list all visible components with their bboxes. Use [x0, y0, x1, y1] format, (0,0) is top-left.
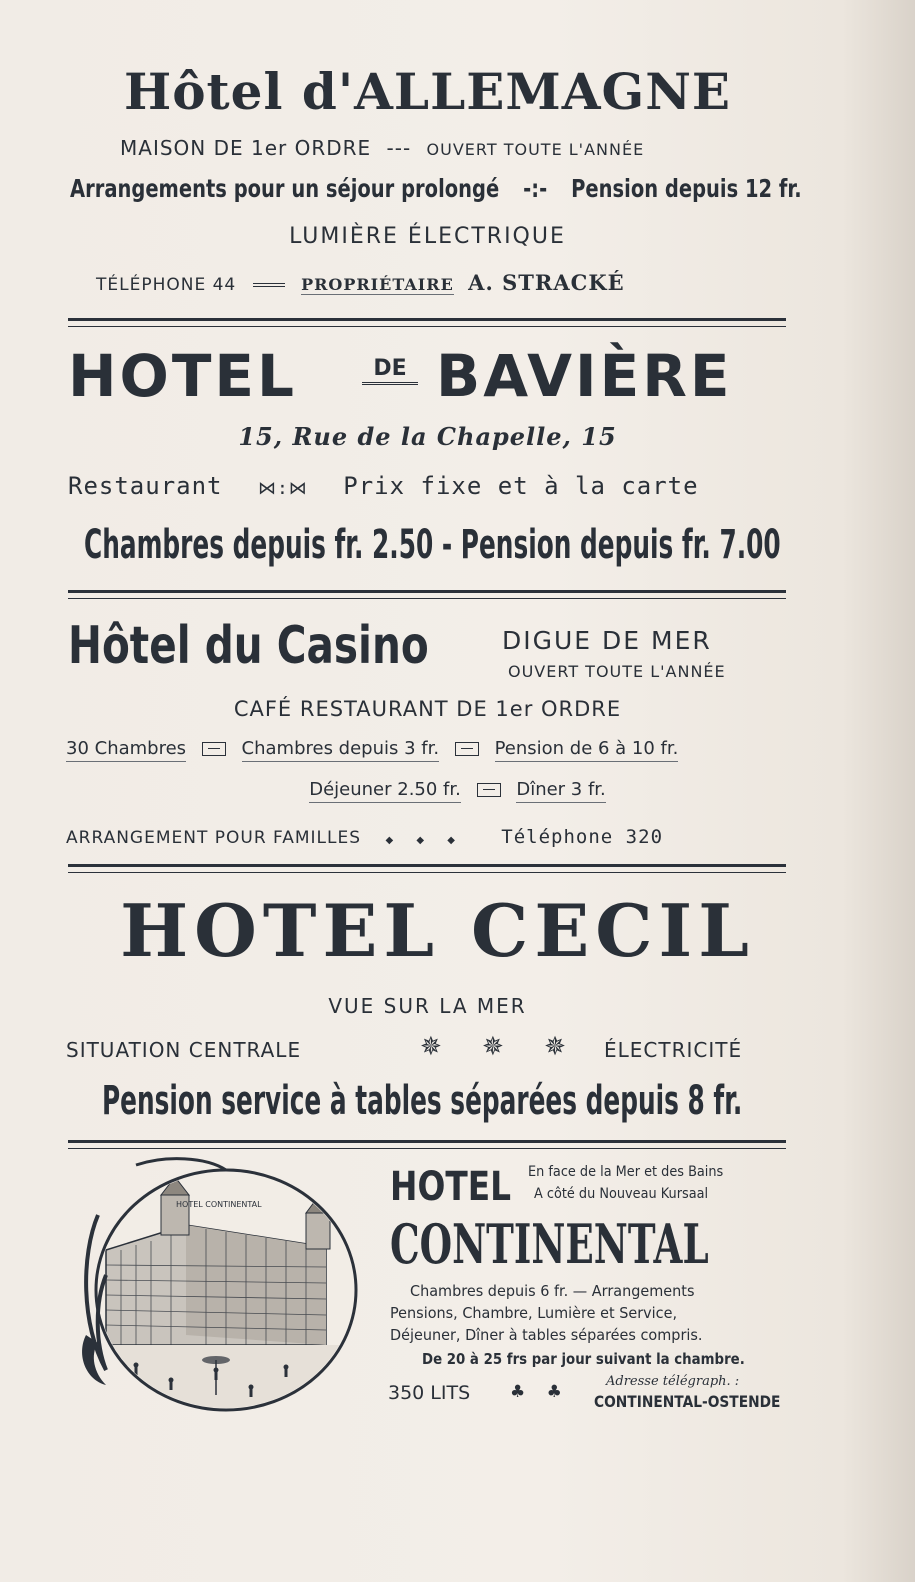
continental-title2: CONTINENTAL: [390, 1212, 709, 1276]
divider-3: [68, 864, 786, 867]
continental-desc1: Chambres depuis 6 fr. — Arrangements: [410, 1282, 695, 1300]
casino-sep-2: [455, 742, 479, 756]
continental-desc4: De 20 à 25 frs par jour suivant la chambre.: [422, 1350, 745, 1368]
continental-sub1: En face de la Mer et des Bains: [528, 1164, 724, 1180]
casino-right1: DIGUE DE MER: [502, 626, 712, 655]
baviere-title-de: DE: [362, 356, 418, 385]
allemagne-line2-sep: -:-: [523, 174, 548, 203]
continental-beds-sep: ♣ ♣: [510, 1382, 570, 1402]
divider-1b: [68, 326, 786, 327]
cecil-left: SITUATION CENTRALE: [66, 1038, 302, 1062]
allemagne-title: Hôtel d'ALLEMAGNE: [123, 62, 732, 121]
casino-line1: CAFÉ RESTAURANT DE 1er ORDRE: [233, 697, 622, 721]
allemagne-owner-label: PROPRIÉTAIRE: [301, 275, 454, 294]
baviere-line-left: Restaurant: [68, 472, 223, 500]
continental-desc3: Déjeuner, Dîner à tables séparées compris.: [390, 1326, 703, 1344]
continental-telegraph-label: Adresse télégraph. :: [606, 1374, 740, 1389]
casino-sep-1: [202, 742, 226, 756]
casino-title: Hôtel du Casino: [68, 616, 429, 676]
allemagne-line2-right: Pension depuis 12 fr.: [571, 174, 802, 203]
casino-phone: Téléphone 320: [501, 826, 664, 848]
allemagne-line3: LUMIÈRE ÉLECTRIQUE: [289, 224, 566, 249]
cecil-title: HOTEL CECIL: [120, 888, 755, 973]
continental-desc2: Pensions, Chambre, Lumière et Service,: [390, 1304, 678, 1322]
allemagne-phone-sep: [253, 283, 285, 287]
casino-pension: Pension de 6 à 10 fr.: [495, 738, 679, 762]
allemagne-owner: A. STRACKÉ: [468, 270, 625, 295]
baviere-title-left: HOTEL: [68, 342, 297, 410]
casino-families-sep: ◆ ◆ ◆: [385, 835, 465, 846]
divider-3b: [68, 872, 786, 873]
casino-lunch: Déjeuner 2.50 fr.: [309, 779, 461, 803]
cecil-line1: VUE SUR LA MER: [328, 994, 527, 1018]
allemagne-line1-right: OUVERT TOUTE L'ANNÉE: [426, 140, 645, 159]
cecil-pension: Pension service à tables séparées depuis 8 fr.: [102, 1078, 743, 1124]
continental-sub2: A côté du Nouveau Kursaal: [534, 1186, 709, 1202]
divider-2b: [68, 598, 786, 599]
baviere-address: 15, Rue de la Chapelle, 15: [238, 422, 617, 451]
baviere-prices: Chambres depuis fr. 2.50 - Pension depuis fr. 7.00: [84, 522, 781, 568]
cecil-right: ÉLECTRICITÉ: [604, 1038, 743, 1062]
casino-sep-3: [477, 783, 501, 797]
divider-4: [68, 1140, 786, 1143]
allemagne-line1-sep: ---: [386, 136, 412, 160]
divider-1: [68, 318, 786, 321]
divider-4b: [68, 1148, 786, 1149]
continental-illustration: [76, 1155, 366, 1415]
casino-rooms-price: Chambres depuis 3 fr.: [242, 738, 440, 762]
baviere-line-right: Prix fixe et à la carte: [343, 472, 699, 500]
casino-dinner: Dîner 3 fr.: [516, 779, 605, 803]
cecil-stars: ✵ ✵ ✵: [420, 1032, 582, 1062]
continental-telegraph: CONTINENTAL-OSTENDE: [594, 1392, 781, 1411]
baviere-line-sep: ⋈:⋈: [257, 478, 308, 499]
casino-right2: OUVERT TOUTE L'ANNÉE: [508, 662, 726, 681]
allemagne-phone: TÉLÉPHONE 44: [96, 275, 237, 295]
divider-2: [68, 590, 786, 593]
casino-rooms: 30 Chambres: [66, 738, 186, 762]
allemagne-line2-left: Arrangements pour un séjour prolongé: [70, 174, 500, 203]
continental-title1: HOTEL: [390, 1164, 512, 1210]
continental-image-label: HOTEL CONTINENTAL: [176, 1200, 262, 1209]
continental-beds: 350 LITS: [388, 1382, 471, 1404]
allemagne-line1-left: MAISON DE 1er ORDRE: [120, 136, 372, 160]
baviere-title-right: BAVIÈRE: [436, 342, 733, 410]
casino-families: ARRANGEMENT POUR FAMILLES: [66, 828, 362, 848]
